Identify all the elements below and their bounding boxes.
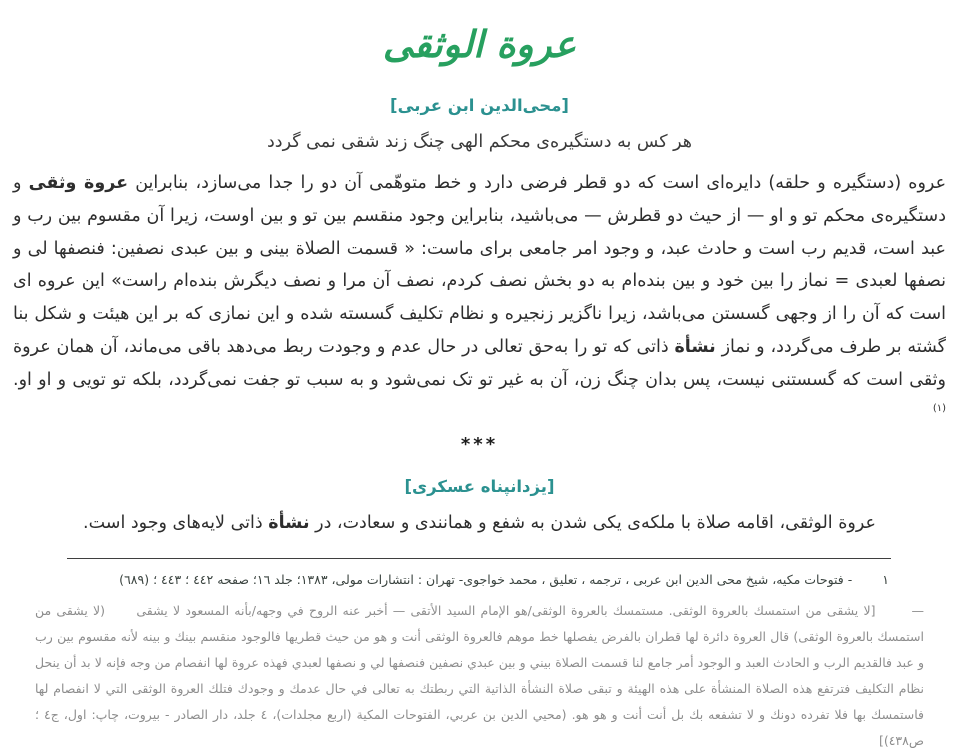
footnote-1-text: - فتوحات مکیه، شیخ محی الدین ابن عربی ، ترجمه ، تعلیق ، محمد خواجوی- تهران : انتشارات مولی، ١٣٨٣؛ جلد ١٦؛ صفحه ٤٤٢ ؛ ٤٤٣ ؛ (٦٨٩): [119, 572, 853, 588]
text-segment: و دستگیره‌ی محکم تو و او — از حیث دو قطرش — می‌باشید، بنابراین وجود منقسم بین تو و بین اوست، زیرا آن مقسوم بین رب و عبد است، قدیم رب است و حادث عبد، و وجود امر جامعی برای ماست: « قسمت الصلاة بینی و بین عبدی نصفین: فنصفها لی و نصفها لعبدی = نماز را بین خود و بین بنده‌ام به دو بخش نصف کردم، نصف آن مرا و نصف دیگرش بنده‌ام راست» این عروه ای است که آن را از وجهی گسستن می‌باشد، زیرا ناگزیر زنجیره و نظام تکلیف گسسته شده و این نمازی که بر این هیئت و شکل بنا گشته بر طرف می‌گردد، و نماز: [13, 173, 947, 357]
main-paragraph: [13, 167, 946, 429]
summary-line: [13, 513, 946, 533]
footnote-1-marker: ١: [882, 572, 889, 588]
footnote-divider: [67, 558, 891, 559]
footnote-ref: (١): [932, 402, 946, 414]
asterisk-separator: ***: [460, 434, 499, 456]
text-segment: عروة وثقی: [28, 173, 129, 193]
text-segment: نشأة: [674, 336, 716, 357]
footnote-1: [68, 572, 889, 587]
text-segment: عروه (دستگیره و حلقه) دایره‌ای است که دو قطر فرضی دارد و خط متوهّمی آن دو را جدا می‌سازد، بنابراین: [128, 173, 947, 193]
text-segment: نشأة: [268, 513, 310, 534]
verse-line: هر کس به دستگیره‌ی محکم الهی چنگ زند شقی نمی گردد: [267, 132, 692, 152]
text-segment: عروة الوثقی، اقامه صلاة با ملکه‌ی یکی شدن به شفع و همانندی و سعادت، در: [309, 513, 876, 534]
section-heading-askari: [یزدانپناه عسکری]: [404, 477, 555, 497]
section-heading-ibn-arabi: [محی‌الدین ابن عربی]: [390, 96, 569, 115]
text-segment: ذاتی که تو را به‌حق تعالی در حال عدم و وجودت ربط می‌دهد باقی می‌ماند، آن همان عروة وثقی است که گسستنی نیست، پس بدان چنگ زن، آن به غیر تو تک نمی‌شود و به سبب تو جفت نمی‌گردد، بلکه تو تویی و او او.: [13, 336, 946, 390]
footnote-2-marker: —: [911, 603, 924, 619]
text-segment: ذاتی لایه‌های وجود است.: [83, 513, 269, 534]
footnote-2-text: [لا يشقى من استمسك بالعروة الوثقى. مستمسك بالعروة الوثقى/هو الإمام السيد الأتقى — أخبر عنه الروح في وجهه/بأنه المسعود لا يشقى (لا يشقى من استمسك بالعروة الوثقى) قال العروة دائرة لها قطران بالفرض يفصلها خط موهم فالعروة الوثقى أنت و هو من حيث قطريها فالوجود منقسم بينك و بينه لأنه مقسوم بين رب و عبد فالقديم الرب و الحادث العبد و الوجود أمر جامع لنا قسمت الصلاة بيني و بين عبدي نصفين فنصفها لي و نصفها لعبدي فهذه عروة لها انفصام من وجه فإنه لا بد أن ينحل نظام التكليف فترتفع هذه الصلاة المنشأة على هذه الهيئة و تبقى صلاة النشأة الذاتية التي ربطتك به تعالى في حال عدمك و وجودك فتلك العروة الوثقى التي لا انفصام لها فاستمسك بها فلا تفرده دونك و لا تشفعه بك بل أنت أنت و هو هو. (محيي الدين بن عربي، الفتوحات المكية (اربع مجلدات)، ٤ جلد، دار الصادر - بيروت، چاپ: اول، ج٤ ؛ ص٤٣٨)]: [35, 603, 924, 749]
title-calligraphy: عروة الوثقی: [382, 23, 577, 66]
footnote-2: [35, 598, 924, 754]
